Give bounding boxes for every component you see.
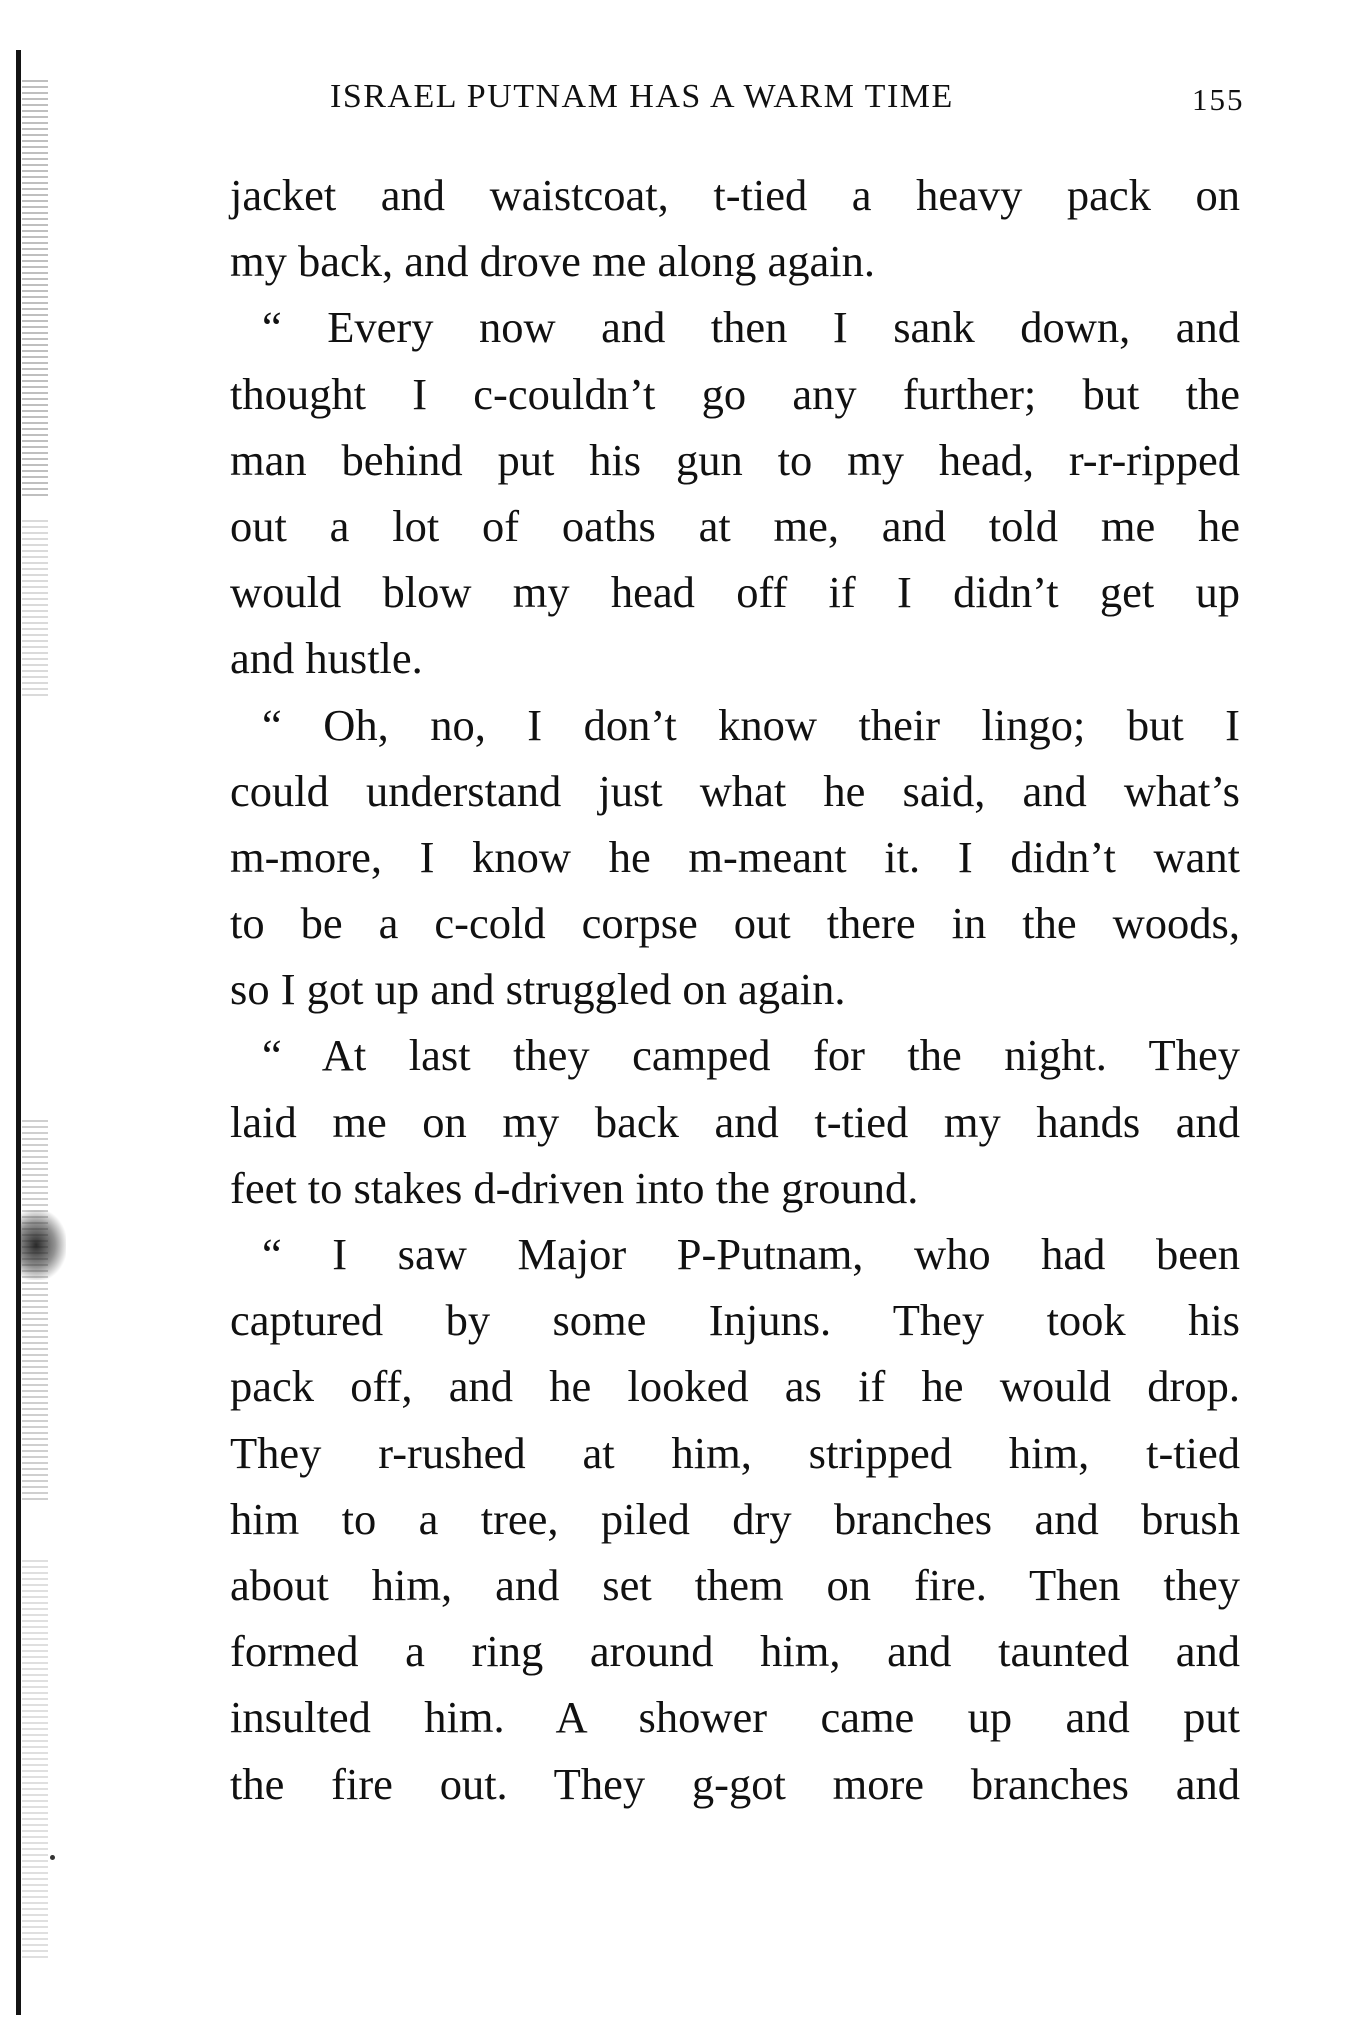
text-line: the fire out. They g-got more branches and (230, 1758, 1240, 1809)
scan-speckle (22, 1560, 48, 1960)
text-line: “ At last they camped for the night. They (262, 1030, 1240, 1081)
scan-speckle (22, 1120, 48, 1500)
text-line: him to a tree, piled dry branches and brush (230, 1493, 1240, 1544)
running-head-title: ISRAEL PUTNAM HAS A WARM TIME (330, 78, 954, 115)
text-line: “ I saw Major P-Putnam, who had been (262, 1229, 1240, 1279)
text-line: and hustle. (230, 633, 423, 684)
running-head (330, 78, 1250, 122)
body-text (230, 162, 1240, 1817)
text-line: feet to stakes d-driven into the ground. (230, 1162, 919, 1213)
text-line: would blow my head off if I didn’t get up (230, 567, 1240, 618)
scan-speckle (22, 80, 48, 500)
scan-speckle (22, 520, 48, 700)
text-line: formed a ring around him, and taunted and (230, 1626, 1240, 1677)
text-line: jacket and waistcoat, t-tied a heavy pack on (230, 170, 1240, 220)
text-line: They r-rushed at him, stripped him, t-tied (230, 1427, 1240, 1478)
text-line: about him, and set them on fire. Then they (230, 1559, 1240, 1610)
text-line: out a lot of oaths at me, and told me he (230, 500, 1240, 551)
ink-blot (20, 1210, 66, 1280)
scanned-page-edge (0, 0, 80, 2020)
text-line: man behind put his gun to my head, r-r-ripped (230, 434, 1240, 485)
text-line: “ Every now and then I sank down, and (262, 302, 1240, 353)
text-line: laid me on my back and t-tied my hands and (230, 1096, 1240, 1147)
text-line: thought I c-couldn’t go any further; but the (230, 368, 1240, 419)
ink-dot (50, 1855, 55, 1860)
text-line: pack off, and he looked as if he would drop. (230, 1361, 1240, 1412)
text-line: to be a c-cold corpse out there in the woods, (230, 898, 1240, 949)
text-line: my back, and drove me along again. (230, 236, 876, 287)
page-number: 155 (1192, 82, 1245, 117)
text-line: captured by some Injuns. They took his (230, 1295, 1240, 1346)
text-line: m-more, I know he m-meant it. I didn’t want (230, 831, 1240, 882)
text-line: could understand just what he said, and what’s (230, 765, 1240, 816)
text-line: insulted him. A shower came up and put (230, 1692, 1240, 1743)
text-line: “ Oh, no, I don’t know their lingo; but I (262, 699, 1240, 750)
text-line: so I got up and struggled on again. (230, 964, 846, 1015)
binding-shadow-line (16, 50, 21, 2015)
